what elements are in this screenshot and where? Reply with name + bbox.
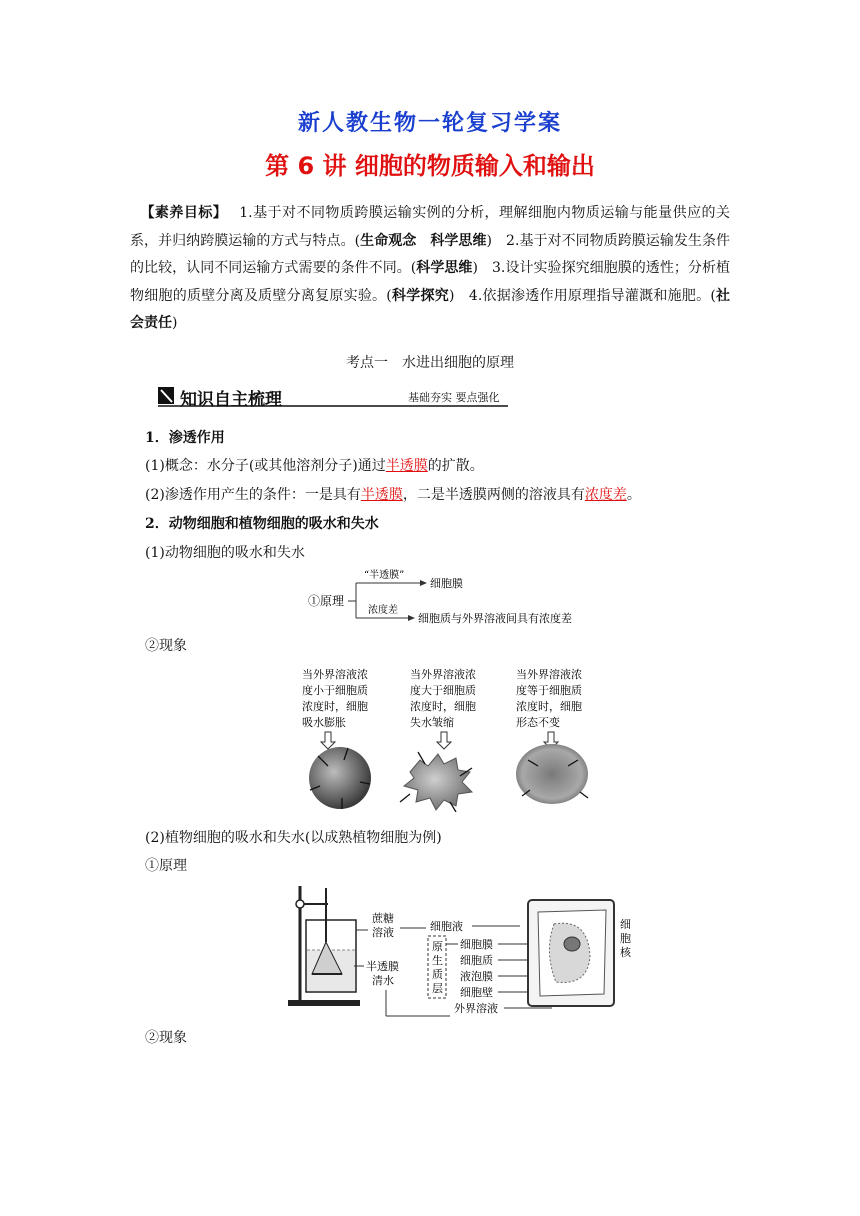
- animal-cells-diagram: [290, 664, 610, 812]
- label-sucrose-2: 溶液: [372, 926, 394, 939]
- principle-label: ①原理: [308, 594, 345, 608]
- caption-2-line4: 失水皱缩: [410, 716, 454, 729]
- stand-base: [288, 1000, 360, 1006]
- caption-1-line2: 度小于细胞质: [302, 684, 368, 697]
- concept-answer: 半透膜: [385, 458, 428, 474]
- caption-3-line1: 当外界溶液浓: [516, 668, 582, 681]
- objectives-text-4: ) 4.依据渗透作用原理指导灌溉和施肥。(: [448, 287, 716, 304]
- label-nucleus-3: 核: [620, 946, 631, 959]
- label-membrane: 半透膜: [366, 960, 399, 973]
- label-nucleus-1: 细: [620, 918, 631, 931]
- label-protoplast-2: 生: [432, 954, 443, 967]
- heading-osmosis: 1．渗透作用: [145, 430, 225, 446]
- osmosis-conditions: [145, 485, 641, 505]
- label-protoplast-4: 层: [432, 982, 443, 995]
- caption-2-line3: 浓度时，细胞: [410, 700, 476, 713]
- animal-principle-diagram: [300, 566, 600, 628]
- normal-cell: [516, 744, 588, 804]
- arrow-head-bottom: [408, 615, 415, 621]
- objectives-tag-2: 科学思维: [416, 260, 473, 276]
- label-cell-membrane: 细胞膜: [460, 938, 493, 951]
- conditions-text-c: 。: [626, 487, 641, 503]
- caption-1-line1: 当外界溶液浓: [302, 668, 368, 681]
- label-cell-sap: 细胞液: [430, 920, 463, 933]
- result-concentration: 细胞质与外界溶液间具有浓度差: [418, 612, 572, 625]
- label-protoplast-1: 原: [432, 940, 443, 953]
- conditions-text-a: (2)渗透作用产生的条件：一是具有: [145, 487, 361, 503]
- label-cell-wall: 细胞壁: [460, 986, 493, 999]
- plant-principle-heading: ①原理: [145, 858, 187, 874]
- lecture-title: 第 6 讲 细胞的物质输入和输出: [265, 152, 595, 180]
- objectives-text-2: ) 2.基于对不同物质跨膜运输发生条件的比较，认同不同运输方式需要的条件不同。(: [130, 232, 731, 276]
- objectives-text-3: ) 3.设计实验探究细胞膜的透性；分析植物细胞的质壁分离及质壁分离复原实验。(: [130, 260, 731, 304]
- label-cytoplasm: 细胞质: [460, 954, 493, 967]
- objectives-tag-1: 生命观念 科学思维: [360, 232, 487, 249]
- tag-semipermeable: “半透膜”: [364, 570, 405, 581]
- clamp-screw: [296, 900, 304, 908]
- plant-osmosis-diagram: [288, 878, 638, 1018]
- label-sucrose-1: 蔗糖: [372, 912, 394, 925]
- objectives-tag-3: 科学探究: [391, 287, 449, 304]
- heading-cell-water: 2．动物细胞和植物细胞的吸水和失水: [145, 516, 379, 532]
- concept-text-b: 的扩散。: [427, 458, 484, 474]
- objectives-paragraph: [130, 200, 730, 338]
- caption-2-line1: 当外界溶液浓: [410, 668, 476, 681]
- osmosis-concept: [145, 456, 484, 476]
- concept-text-a: (1)概念：水分子(或其他溶剂分子)通过: [145, 458, 386, 474]
- arrow-head-top: [420, 580, 427, 586]
- phenomenon-heading-2: ②现象: [145, 1030, 187, 1046]
- doc-title: 新人教生物一轮复习学案: [297, 110, 562, 136]
- conditions-answer-1: 半透膜: [360, 487, 403, 503]
- objectives-label: 【素养目标】: [140, 205, 228, 221]
- label-protoplast-3: 质: [432, 968, 443, 981]
- plant-cell-heading: (2)植物细胞的吸水和失水(以成熟植物细胞为例): [145, 830, 442, 846]
- tag-concentration: 浓度差: [368, 605, 398, 616]
- down-arrows: [321, 732, 558, 749]
- result-cell-membrane: 细胞膜: [430, 577, 463, 590]
- banner-title: 知识自主梳理: [180, 390, 282, 410]
- label-outer-solution: 外界溶液: [454, 1002, 498, 1015]
- label-water: 清水: [372, 974, 394, 987]
- shrunken-cell: [404, 754, 472, 810]
- label-vacuole-membrane: 液泡膜: [460, 970, 493, 983]
- caption-1-line3: 浓度时，细胞: [302, 700, 368, 713]
- phenomenon-heading-1: ②现象: [145, 638, 187, 654]
- conditions-text-b: ，二是半透膜两侧的溶液具有: [402, 487, 585, 503]
- nucleus: [564, 937, 580, 951]
- objectives-text-5: ): [172, 315, 178, 331]
- caption-1-line4: 吸水膨胀: [302, 716, 346, 729]
- caption-3-line4: 形态不变: [516, 716, 560, 729]
- section-banner: [158, 384, 508, 408]
- conditions-answer-2: 浓度差: [584, 487, 627, 503]
- objectives-text-1: 1.基于对不同物质跨膜运输实例的分析，理解细胞内物质运输与能量供应的关系，并归纳跨膜运输的方式与特点。(: [130, 205, 730, 249]
- caption-2-line2: 度大于细胞质: [410, 684, 476, 697]
- animal-cell-heading: (1)动物细胞的吸水和失水: [145, 545, 305, 561]
- caption-3-line2: 度等于细胞质: [516, 684, 582, 697]
- banner-subtitle: 基础夯实 要点强化: [408, 391, 500, 404]
- label-nucleus-2: 胞: [620, 932, 631, 945]
- caption-3-line3: 浓度时，细胞: [516, 700, 582, 713]
- section-heading: 考点一 水进出细胞的原理: [346, 355, 514, 371]
- objectives-tag-4: 社会责任: [130, 287, 731, 331]
